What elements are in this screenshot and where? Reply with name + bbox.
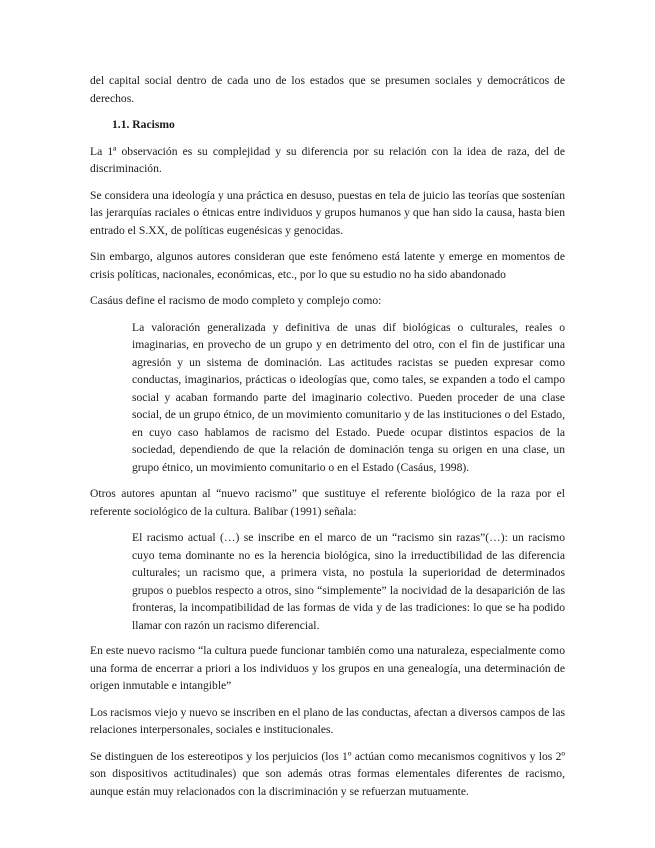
- paragraph-sin-embargo: Sin embargo, algunos autores consideran que este fenómeno está latente y emerge en momentos de crisis políticas, nacionales, económicas, etc., por lo que su estudio no ha sido abandonado: [90, 250, 565, 281]
- paragraph-racismos-planos: Los racismos viejo y nuevo se inscriben en el plano de las conductas, afectan a diversos campos de las relaciones interpersonales, sociales e institucionales.: [90, 705, 565, 736]
- continuation-paragraph: del capital social dentro de cada uno de los estados que se presumen sociales y democráticos de derechos.: [90, 74, 565, 105]
- document-page: [90, 72, 565, 809]
- block-quote-casaus: La valoración generalizada y definitiva de unas dif biológicas o culturales, reales o imaginarias, en provecho de un grupo y en detrimento del otro, con el fin de justificar una agresión y un sistema de dominación. Las actitudes racistas se pueden expresar como conductas, imaginarios, prácticas o ideologías que, como tales, se expanden a todo el campo social y acaban formando parte del imaginario colectivo. Pueden proceder de una clase social, de un grupo étnico, de un movimiento comunitario y de las instituciones o del Estado, en cuyo caso hablamos de racismo del Estado. Puede ocupar distintos espacios de la sociedad, dependiendo de que la relación de dominación tenga su origen en una clase, un grupo étnico, un movimiento comunitario o en el Estado (Casáus, 1998).: [132, 320, 565, 474]
- section-heading: 1.1. Racismo: [112, 118, 175, 131]
- paragraph-observacion: La 1ª observación es su complejidad y su diferencia por su relación con la idea de raza, del de discriminación.: [90, 144, 565, 175]
- block-quote-balibar: El racismo actual (…) se inscribe en el marco de un “racismo sin razas”(…): un racismo cuyo tema dominante no es la herencia biológica, sino la irreductibilidad de las diferencia culturales; un racismo que, a primera vista, no postula la superioridad de determinados grupos o pueblos respecto a otros, sino “simplemente” la nocividad de la desaparición de las fronteras, la incompatibilidad de las formas de vida y de las tradiciones: lo que se ha podido llamar con razón un racismo diferencial.: [132, 531, 565, 632]
- paragraph-ideologia: Se considera una ideología y una práctica en desuso, puestas en tela de juicio las teorías que sostenían las jerarquías raciales o étnicas entre individuos y grupos humanos y que han sido la causa, hasta bien entrado el S.XX, de políticas eugenésicas y genocidas.: [90, 188, 565, 237]
- paragraph-nuevo-racismo: En este nuevo racismo “la cultura puede funcionar también como una naturaleza, especialmente como una forma de encerrar a priori a los individuos y los grupos en una genealogía, una determinación de origen inmutable e intangible”: [90, 644, 565, 692]
- paragraph-estereotipos: Se distinguen de los estereotipos y los perjuicios (los 1º actúan como mecanismos cognitivos y los 2º son dispositivos actitudinales) que son además otras formas elementales diferentes de racismo, aunque están muy relacionados con la discriminación y se refuerzan mutuamente.: [90, 749, 565, 798]
- paragraph-casaus-intro: Casáus define el racismo de modo completo y complejo como:: [90, 294, 382, 307]
- paragraph-balibar-intro: Otros autores apuntan al “nuevo racismo” que sustituye el referente biológico de la raza por el referente sociológico de la cultura. Balibar (1991) señala:: [90, 487, 565, 518]
